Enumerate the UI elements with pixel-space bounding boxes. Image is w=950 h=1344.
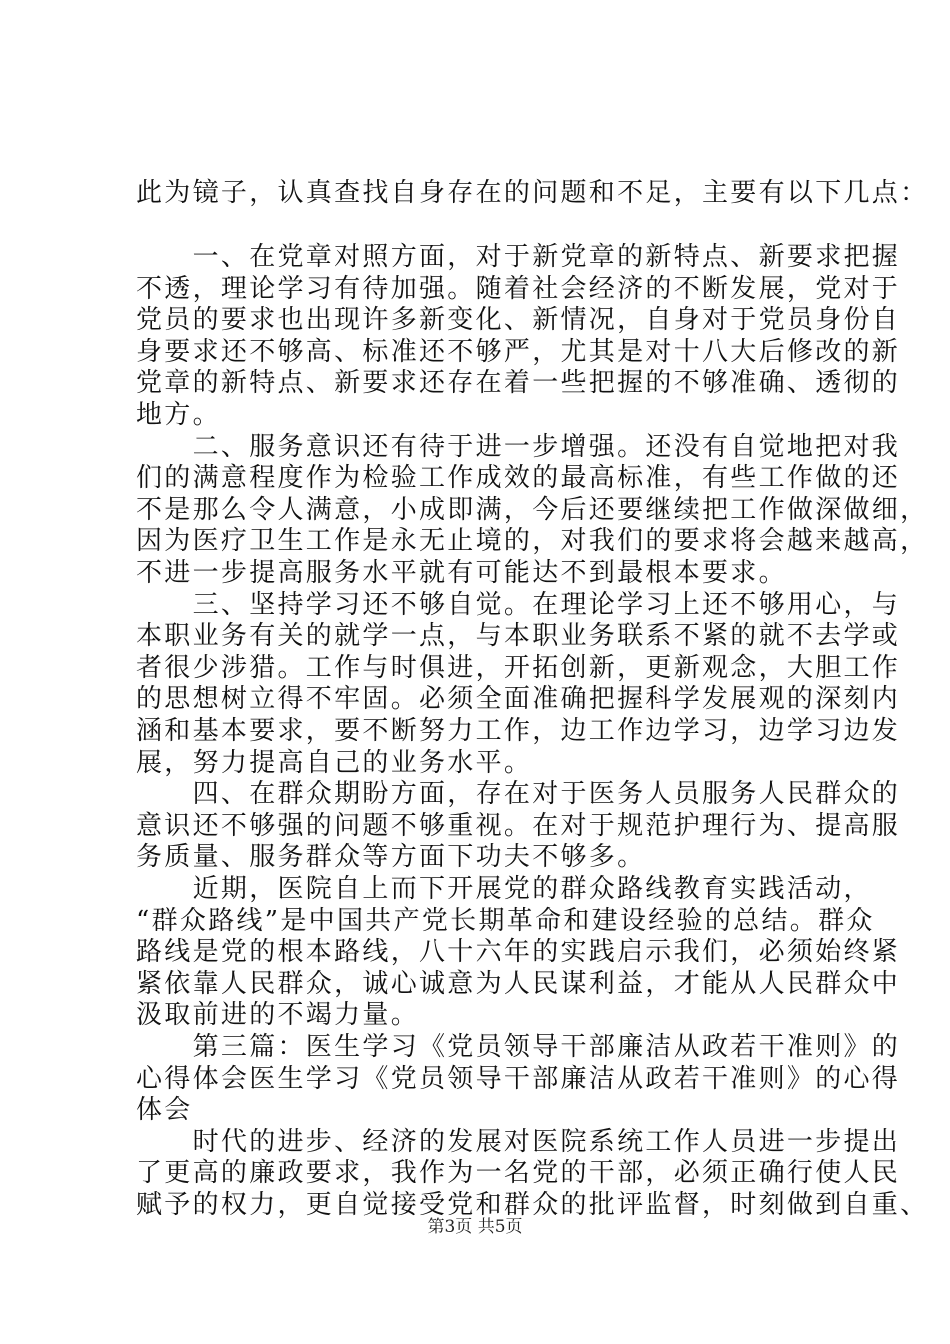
- text-line: 的思想树立得不牢固。必须全面准确把握科学发展观的深刻内: [136, 684, 901, 714]
- text-line: 紧依靠人民群众，诚心诚意为人民谋利益，才能从人民群众中: [136, 969, 901, 999]
- text-line: 此为镜子，认真查找自身存在的问题和不足，主要有以下几点：: [136, 178, 929, 208]
- text-line: 四、在群众期盼方面，存在对于医务人员服务人民群众的: [136, 779, 901, 809]
- text-line: 体会: [136, 1095, 193, 1125]
- text-line: 因为医疗卫生工作是永无止境的，对我们的要求将会越来越高，: [136, 526, 929, 556]
- text-line: 三、坚持学习还不够自觉。在理论学习上还不够用心，与: [136, 590, 901, 620]
- text-line: 赋予的权力，更自觉接受党和群众的批评监督，时刻做到自重、: [136, 1190, 929, 1220]
- text-line: 们的满意程度作为检验工作成效的最高标准，有些工作做的还: [136, 463, 901, 493]
- text-line: 者很少涉猎。工作与时俱进，开拓创新，更新观念，大胆工作: [136, 653, 901, 683]
- text-line: 了更高的廉政要求，我作为一名党的干部，必须正确行使人民: [136, 1158, 901, 1188]
- text-line: 心得体会医生学习《党员领导干部廉洁从政若干准则》的心得: [136, 1064, 901, 1094]
- text-line: 路线是党的根本路线，八十六年的实践启示我们，必须始终紧: [136, 937, 901, 967]
- text-line: 不进一步提高服务水平就有可能达不到最根本要求。: [136, 558, 787, 588]
- text-line: 第三篇：医生学习《党员领导干部廉洁从政若干准则》的: [136, 1032, 901, 1062]
- text-line: 党员的要求也出现许多新变化、新情况，自身对于党员身份自: [136, 305, 901, 335]
- text-line: 地方。: [136, 400, 221, 430]
- text-line: 一、在党章对照方面，对于新党章的新特点、新要求把握: [136, 242, 901, 272]
- text-line: 党章的新特点、新要求还存在着一些把握的不够准确、透彻的: [136, 368, 901, 398]
- text-line: 涵和基本要求，要不断努力工作，边工作边学习，边学习边发: [136, 716, 901, 746]
- text-line: 时代的进步、经济的发展对医院系统工作人员进一步提出: [136, 1127, 901, 1157]
- text-line: 务质量、服务群众等方面下功夫不够多。: [136, 842, 646, 872]
- page-number-footer: 第3页 共5页: [427, 1217, 523, 1237]
- text-line: 近期，医院自上而下开展党的群众路线教育实践活动，: [136, 874, 872, 904]
- text-line: 身要求还不够高、标准还不够严，尤其是对十八大后修改的新: [136, 337, 901, 367]
- text-line: 意识还不够强的问题不够重视。在对于规范护理行为、提高服: [136, 811, 901, 841]
- text-line: 展，努力提高自己的业务水平。: [136, 748, 533, 778]
- text-line: 二、服务意识还有待于进一步增强。还没有自觉地把对我: [136, 432, 901, 462]
- text-line: 汲取前进的不竭力量。: [136, 1000, 420, 1030]
- text-line: 本职业务有关的就学一点，与本职业务联系不紧的就不去学或: [136, 621, 901, 651]
- text-line: “群众路线”是中国共产党长期革命和建设经验的总结。群众: [136, 906, 875, 936]
- text-line: 不是那么令人满意，小成即满，今后还要继续把工作做深做细，: [136, 495, 929, 525]
- text-line: 不透，理论学习有待加强。随着社会经济的不断发展，党对于: [136, 274, 901, 304]
